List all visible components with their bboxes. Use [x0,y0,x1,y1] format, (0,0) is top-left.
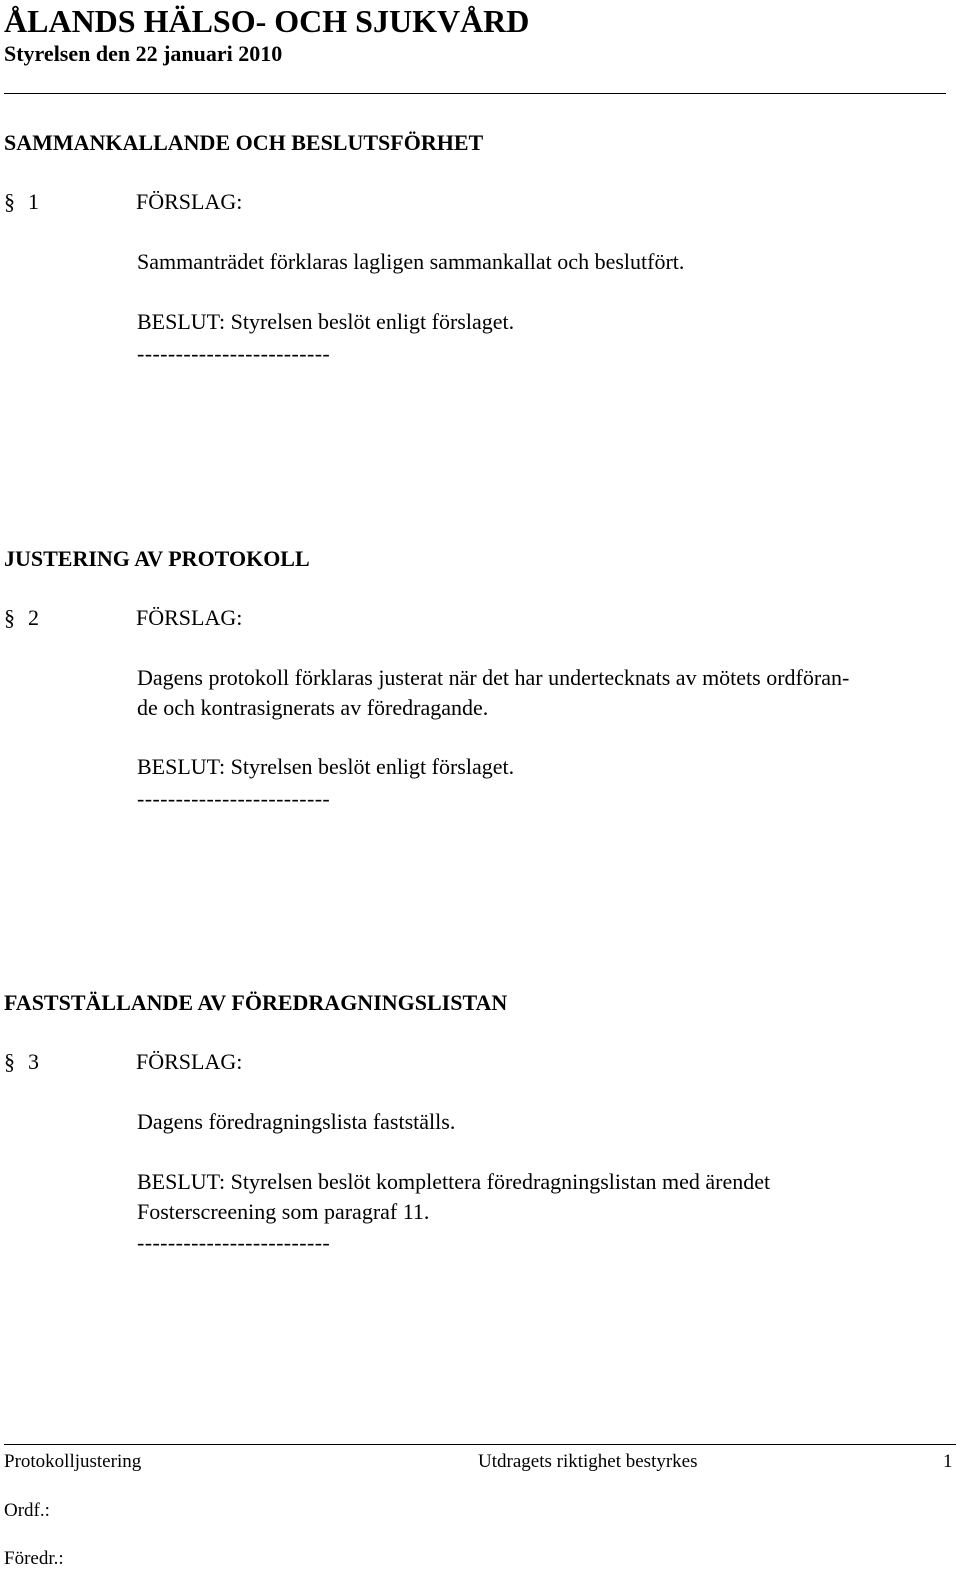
section-separator: ------------------------- [137,341,331,366]
paragraph-number: 2 [28,605,39,630]
paragraph-symbol: § [4,1049,15,1074]
decision-text: BESLUT: Styrelsen beslöt komplettera föredragningslistan med ärendet [137,1169,771,1194]
footer-left-label: Protokolljustering [4,1451,142,1472]
proposal-text: de och kontrasignerats av föredragande. [137,695,489,720]
section-heading-3: FASTSTÄLLANDE AV FÖREDRAGNINGSLISTAN [4,990,508,1015]
section-heading-2: JUSTERING AV PROTOKOLL [4,546,310,571]
section-separator: ------------------------- [137,786,331,811]
proposal-label: FÖRSLAG: [136,189,243,214]
paragraph-row-2 [4,604,242,632]
decision-text: BESLUT: Styrelsen beslöt enligt förslaget. [137,754,515,779]
proposal-text: Dagens föredragningslista fastställs. [137,1109,456,1134]
paragraph-row-1 [4,188,242,216]
proposal-text: Dagens protokoll förklaras justerat när det har undertecknats av mötets ordföran- [137,665,850,690]
decision-text: BESLUT: Styrelsen beslöt enligt förslaget. [137,309,515,334]
section-heading-1: SAMMANKALLANDE OCH BESLUTSFÖRHET [4,130,484,155]
organization-title: ÅLANDS HÄLSO- OCH SJUKVÅRD [4,3,530,39]
paragraph-number: 1 [28,189,39,214]
paragraph-symbol: § [4,189,15,214]
paragraph-row-3 [4,1048,242,1076]
chair-signature-label: Ordf.: [4,1500,50,1521]
presenter-signature-label: Föredr.: [4,1548,64,1569]
proposal-label: FÖRSLAG: [136,1049,243,1074]
footer-center-label: Utdragets riktighet bestyrkes [478,1451,698,1472]
header-divider [4,93,946,94]
paragraph-number: 3 [28,1049,39,1074]
paragraph-symbol: § [4,605,15,630]
decision-text: Fosterscreening som paragraf 11. [137,1199,430,1224]
page-number: 1 [943,1451,953,1472]
meeting-date: Styrelsen den 22 januari 2010 [4,41,283,66]
proposal-text: Sammanträdet förklaras lagligen sammankallat och beslutfört. [137,249,685,274]
section-separator: ------------------------- [137,1230,331,1255]
proposal-label: FÖRSLAG: [136,605,243,630]
footer-divider [4,1444,956,1445]
